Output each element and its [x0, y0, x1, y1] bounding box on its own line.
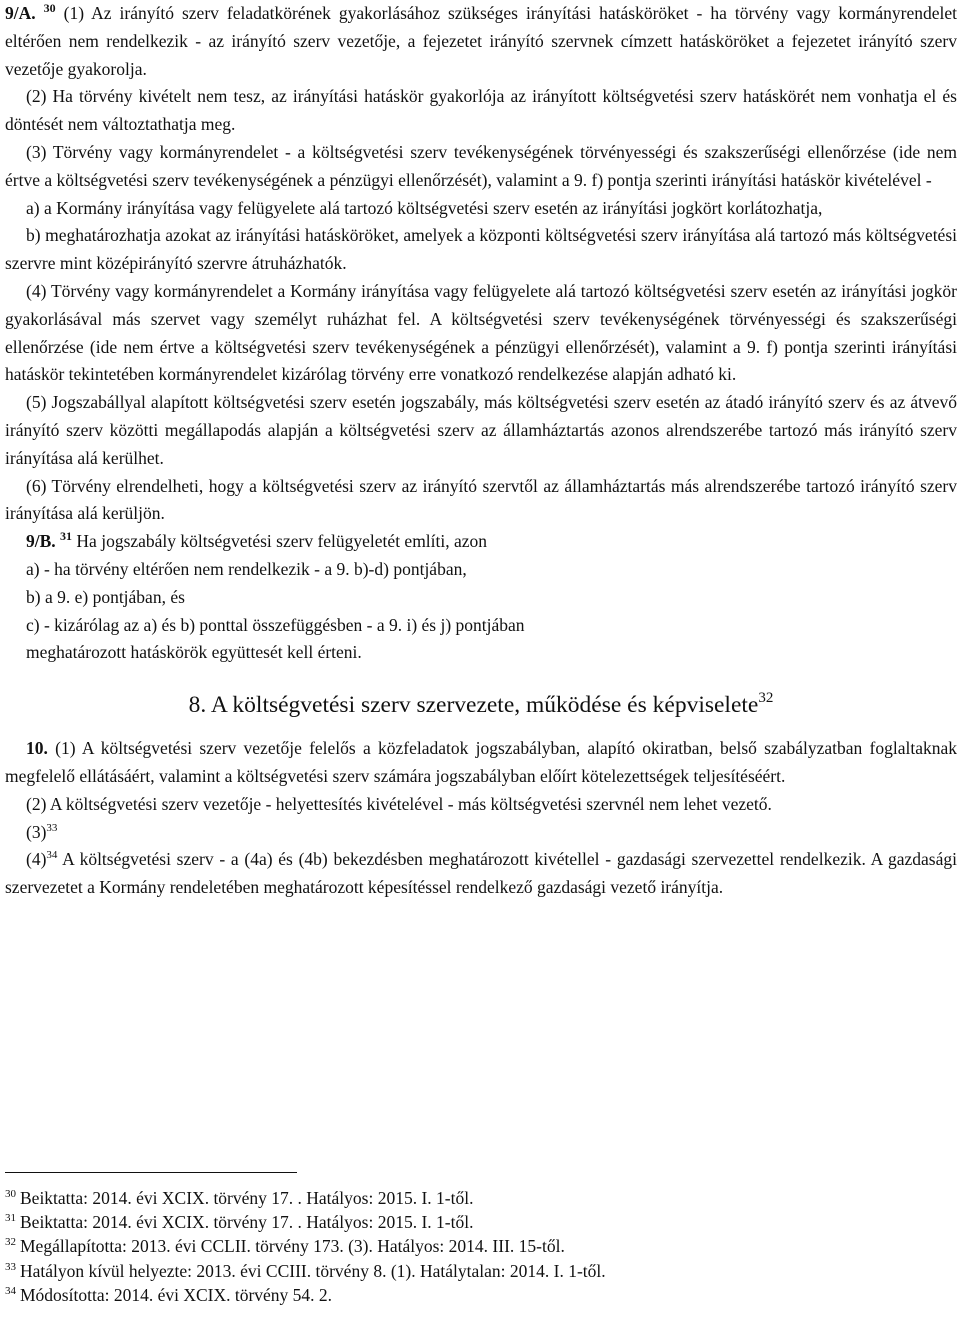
section-9b-lead — [5, 528, 957, 556]
document-body — [5, 0, 957, 902]
section-9b-point-c: c) - kizárólag az a) és b) ponttal összefüggésben - a 9. i) és j) pontjában — [26, 614, 525, 635]
footnote-number: 31 — [5, 1212, 16, 1225]
section-9b-point-a: a) - ha törvény eltérően nem rendelkezik - a 9. b)-d) pontjában, — [26, 558, 467, 579]
footnote-30 — [5, 1186, 957, 1210]
footnote-ref[interactable]: 34 — [46, 849, 58, 862]
footnote-text: Beiktatta: 2014. évi XCIX. törvény 17. . Hatályos: 2015. I. 1-től. — [20, 1212, 474, 1233]
footnote-text: Beiktatta: 2014. évi XCIX. törvény 17. . Hatályos: 2015. I. 1-től. — [20, 1188, 474, 1208]
footnote-ref[interactable]: 31 — [60, 529, 73, 544]
footnote-text: Megállapította: 2013. évi CCLII. törvény 173. (3). Hatályos: 2014. III. 15-től. — [20, 1236, 565, 1257]
section-number: 9/B. — [26, 531, 56, 552]
footnote-text: Hatályon kívül helyezte: 2013. évi CCIII. törvény 8. (1). Hatálytalan: 2014. I. 1-től. — [20, 1260, 606, 1281]
footnote-number: 34 — [5, 1284, 16, 1297]
footnote-ref[interactable]: 32 — [758, 690, 774, 707]
section-10-paragraph-4 — [5, 846, 957, 902]
footnote-31 — [5, 1210, 957, 1234]
section-9a-point-b: b) meghatározhatja azokat az irányítási hatásköröket, amelyek a központi költségvetési szerv irányítása alá tartozó más költségvetési szervre mint középirányító szervre átruházhatók. — [5, 225, 957, 274]
footnote-text: Módosította: 2014. évi XCIX. törvény 54. 2. — [20, 1284, 333, 1305]
section-9b-point-b: b) a 9. e) pontjában, és — [26, 586, 185, 607]
section-9a-paragraph-2: (2) Ha törvény kivételt nem tesz, az irányítási hatáskör gyakorlója az irányított költségvetési szerv hatáskörét nem vonhatja el és döntését nem változtathatja meg. — [5, 86, 957, 135]
section-10-paragraph-1 — [5, 735, 957, 791]
section-9a-paragraph-1 — [5, 0, 957, 83]
footnote-number: 32 — [5, 1236, 16, 1249]
section-number: 10. — [26, 738, 48, 759]
section-10-paragraph-3 — [5, 819, 957, 847]
chapter-heading — [5, 689, 957, 721]
section-9a-paragraph-5: (5) Jogszabállyal alapított költségvetési szerv esetén jogszabály, más költségvetési szerv esetén az átadó irányító szerv és az átvevő irányító szerv közötti megállapodás alapján a költségvetési szerv az államháztartás azonos alrendszerébe tartozó más irányító szerv irányítása alá kerülhet. — [5, 392, 957, 468]
section-9a-paragraph-4: (4) Törvény vagy kormányrendelet a Kormány irányítása vagy felügyelete alá tartozó költségvetési szerv esetén az irányítási jogkör gyakorlásával más szervet vagy személyt ruházhat fel. A költségvetési szerv tevékenységének törvényességi és szakszerűségi ellenőrzése (ide nem értve a költségvetési szerv tevékenységének a pénzügyi ellenőrzését), valamint a 9. f) pontja szerinti irányítási hatáskör tekintetében kormányrendelet kizárólag törvény erre vonatkozó rendelkezése alapján adható ki. — [5, 280, 957, 385]
footnote-ref[interactable]: 33 — [46, 821, 58, 834]
footnote-ref[interactable]: 30 — [43, 1, 56, 15]
paragraph-label: (4) — [26, 849, 47, 870]
footnotes — [5, 1186, 957, 1307]
paragraph-label: (3) — [26, 821, 47, 842]
section-9a-paragraph-3: (3) Törvény vagy kormányrendelet - a költségvetési szerv tevékenységének törvényességi és szakszerűségi ellenőrzése (ide nem értve a költségvetési szerv tevékenységének a pénzügyi ellenőrzését), valamint a 9. f) pontja szerinti irányítási hatáskör kivételével - — [5, 141, 957, 190]
footnote-divider — [5, 1172, 297, 1173]
paragraph-text: (1) Az irányító szerv feladatkörének gyakorlásához szükséges irányítási hatásköröket - ha törvény vagy kormányrendelet eltérően nem rendelkezik - az irányító szerv vezetője, a fejezetet irányító szervnek címzett hatásköröket a fejezetet irányító szerv vezetője gyakorolja. — [5, 3, 957, 79]
heading-text: 8. A költségvetési szerv szervezete, működése és képviselete — [188, 692, 759, 719]
section-9a-paragraph-6: (6) Törvény elrendelheti, hogy a költségvetési szerv az irányító szervtől az államháztartás más alrendszerébe tartozó irányító szerv irányítása alá kerüljön. — [5, 475, 957, 524]
footnote-32 — [5, 1234, 957, 1258]
paragraph-text: A költségvetési szerv - a (4a) és (4b) bekezdésben meghatározott kivétellel - gazdasági szervezettel rendelkezik. A gazdasági szervezetet a Kormány rendeletében meghatározott képesítéssel rendelkező gazdasági vezető irányítja. — [5, 849, 957, 898]
footnote-number: 30 — [5, 1188, 16, 1200]
paragraph-text: Ha jogszabály költségvetési szerv felügyeletét említi, azon — [72, 531, 488, 552]
section-number: 9/A. — [5, 3, 36, 23]
section-9a-point-a: a) a Kormány irányítása vagy felügyelete alá tartozó költségvetési szerv esetén az irányítási jogkört korlátozhatja, — [26, 197, 823, 218]
footnote-number: 33 — [5, 1260, 16, 1273]
section-9b-conclusion: meghatározott hatáskörök együttesét kell érteni. — [26, 642, 362, 663]
section-10-paragraph-2: (2) A költségvetési szerv vezetője - helyettesítés kivételével - más költségvetési szervnél nem lehet vezető. — [26, 793, 772, 814]
paragraph-text: (1) A költségvetési szerv vezetője felelős a közfeladatok jogszabályban, alapító okiratban, belső szabályzatban foglaltaknak megfelelő ellátásáért, valamint a költségvetési szerv számára jogszabályban előírt kötelezettségek teljesítéséért. — [5, 738, 957, 786]
footnote-34 — [5, 1283, 957, 1307]
footnote-33 — [5, 1259, 957, 1283]
